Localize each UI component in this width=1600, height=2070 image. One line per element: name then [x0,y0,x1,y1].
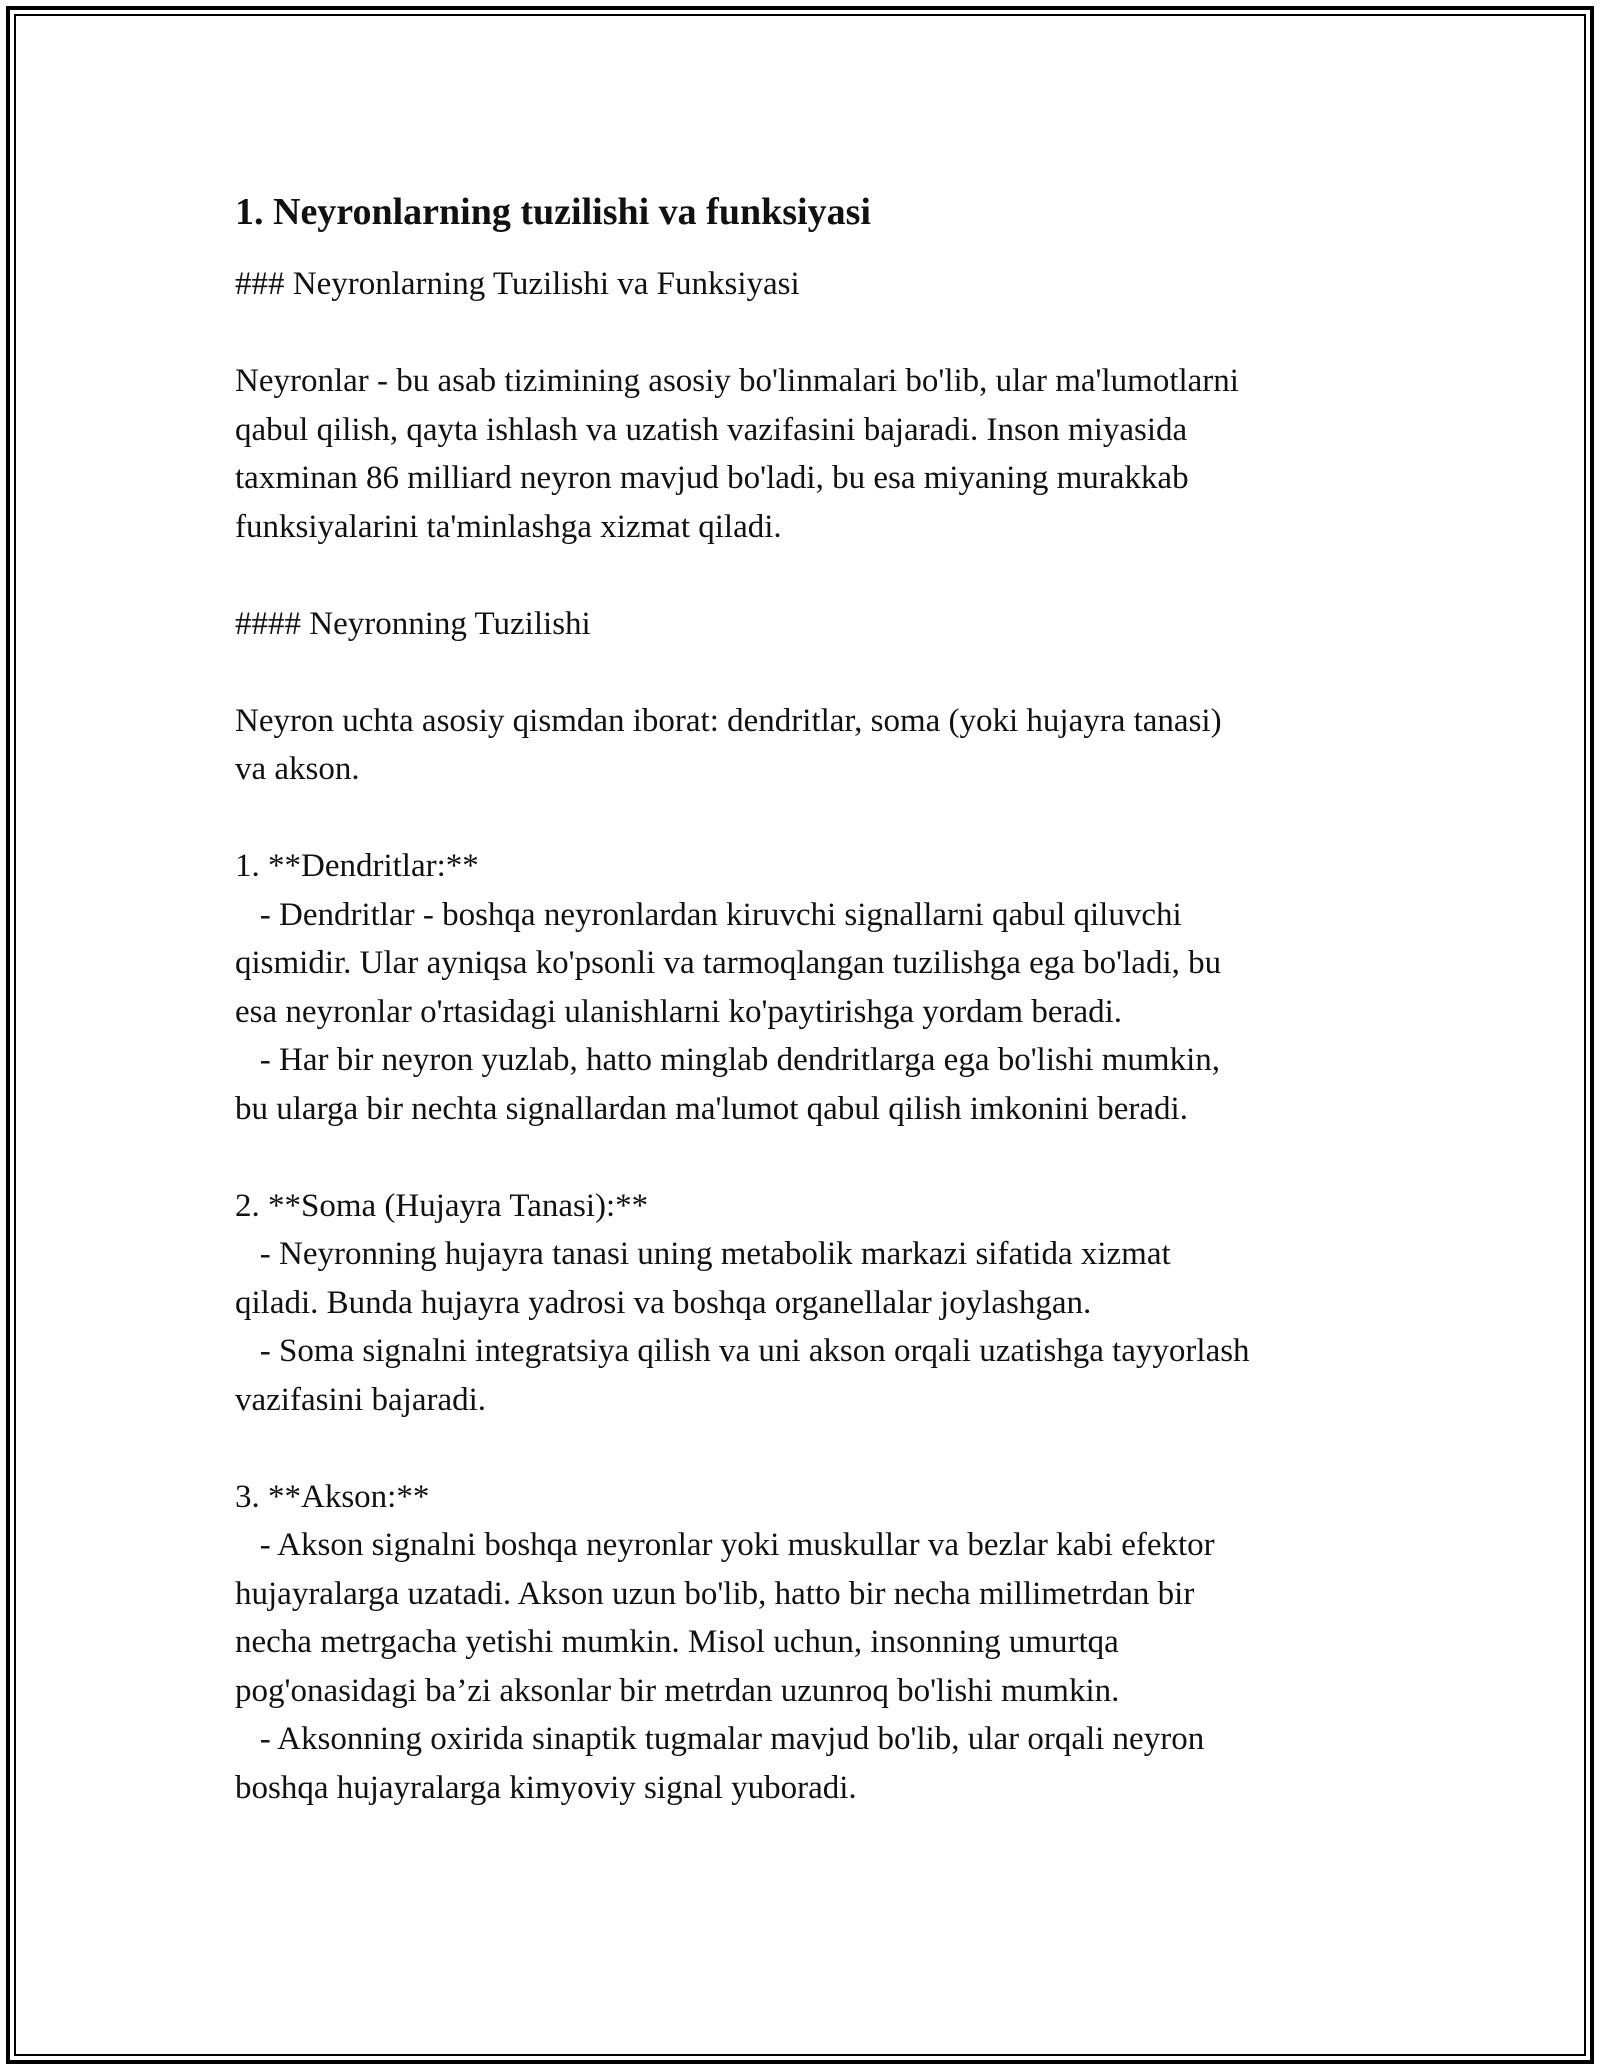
text-line: ### Neyronlarning Tuzilishi va Funksiyasi [235,266,800,302]
blank-line [235,648,1375,697]
text-line: taxminan 86 milliard neyron mavjud bo'ladi, bu esa miyaning murakkab [235,460,1189,496]
text-line: - Akson signalni boshqa neyronlar yoki muskullar va bezlar kabi efektor [235,1527,1215,1563]
blank-line [235,794,1375,843]
blank-line [235,1424,1375,1473]
text-line: hujayralarga uzatadi. Akson uzun bo'lib, hatto bir necha millimetrdan bir [235,1575,1195,1612]
text-line: - Har bir neyron yuzlab, hatto minglab dendritlarga ega bo'lishi mumkin, [235,1042,1221,1078]
text-line: - Dendritlar - boshqa neyronlardan kiruvchi signallarni qabul qiluvchi [235,896,1182,933]
text-line: 1. **Dendritlar:** [235,848,479,884]
document-body [235,186,1375,1812]
text-line: funksiyalarini ta'minlashga xizmat qiladi. [235,508,782,545]
text-line: 2. **Soma (Hujayra Tanasi):** [235,1187,649,1224]
text-line: necha metrgacha yetishi mumkin. Misol uchun, insonning umurtqa [235,1624,1119,1660]
text-line: va akson. [235,751,360,787]
text-line: bu ularga bir nechta signallardan ma'lumot qabul qilish imkonini beradi. [235,1090,1188,1127]
text-line: pog'onasidagi ba’zi aksonlar bir metrdan uzunroq bo'lishi mumkin. [235,1672,1120,1709]
text-line: - Soma signalni integratsiya qilish va uni akson orqali uzatishga tayyorlash [235,1333,1250,1369]
text-line: qismidir. Ular ayniqsa ko'psonli va tarmoqlangan tuzilishga ega bo'ladi, bu [235,945,1222,981]
document-text [235,260,1375,1812]
document-title: 1. Neyronlarning tuzilishi va funksiyasi [235,191,871,233]
text-line: Neyron uchta asosiy qismdan iborat: dendritlar, soma (yoki hujayra tanasi) [235,702,1222,739]
text-line: - Neyronning hujayra tanasi uning metabolik markazi sifatida xizmat [235,1236,1171,1272]
blank-line [235,551,1375,600]
text-line: Neyronlar - bu asab tizimining asosiy bo'linmalari bo'lib, ular ma'lumotlarni [235,363,1239,399]
blank-line [235,309,1375,358]
text-line: #### Neyronning Tuzilishi [235,605,591,642]
text-line: esa neyronlar o'rtasidagi ulanishlarni ko'paytirishga yordam beradi. [235,993,1123,1030]
text-line: qabul qilish, qayta ishlash va uzatish vazifasini bajaradi. Inson miyasida [235,411,1188,448]
text-line: boshqa hujayralarga kimyoviy signal yuboradi. [235,1769,857,1806]
text-line: qiladi. Bunda hujayra yadrosi va boshqa organellalar joylashgan. [235,1284,1092,1321]
blank-line [235,1133,1375,1182]
text-line: vazifasini bajaradi. [235,1381,487,1418]
text-line: 3. **Akson:** [235,1478,430,1515]
text-line: - Aksonning oxirida sinaptik tugmalar mavjud bo'lib, ular orqali neyron [235,1721,1205,1757]
